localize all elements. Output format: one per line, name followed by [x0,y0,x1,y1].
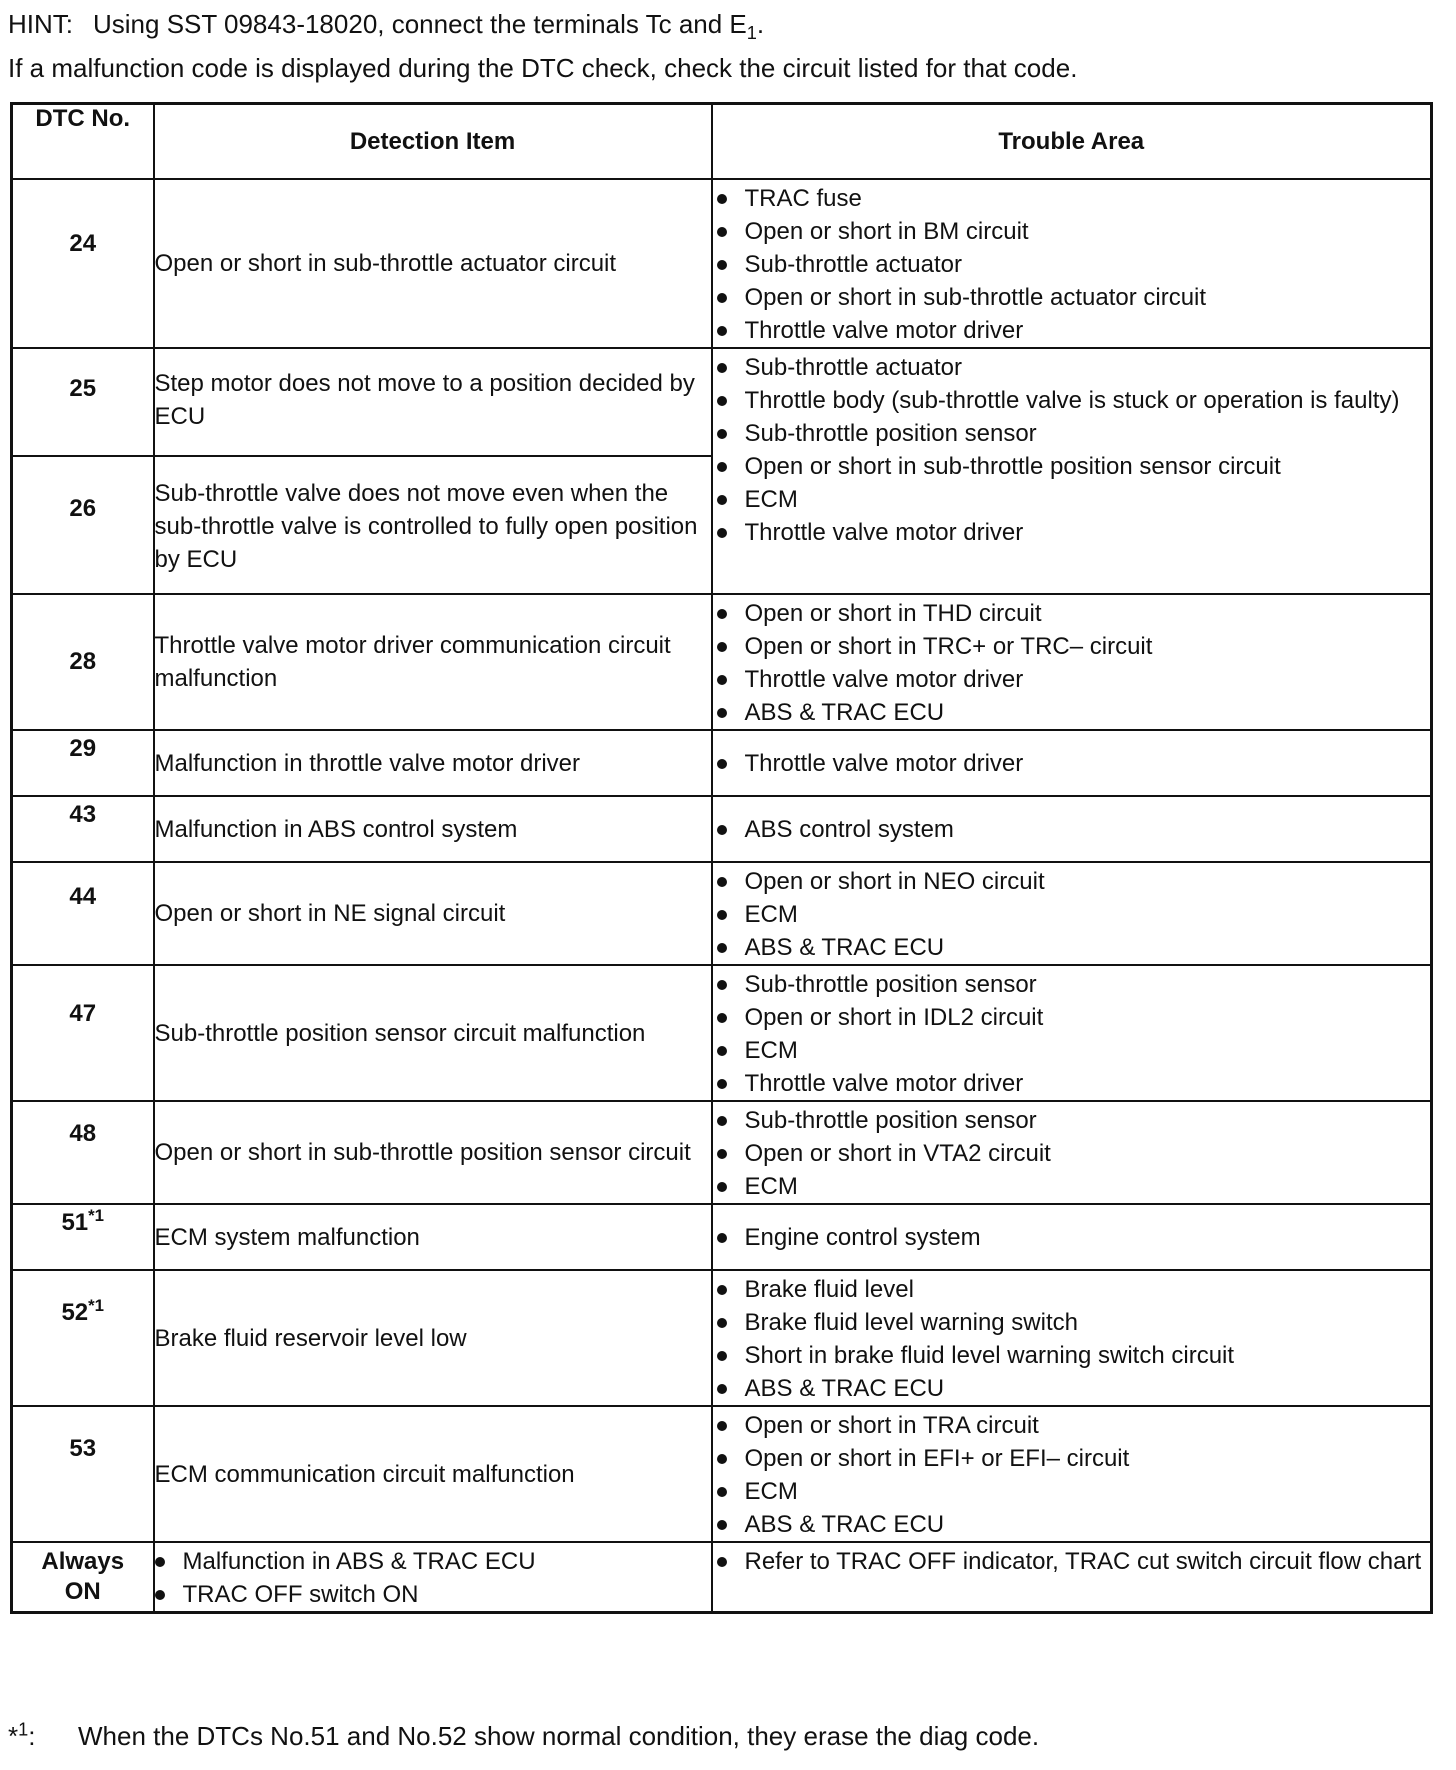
trouble-item: Throttle valve motor driver [713,314,1431,347]
trouble-item: ABS & TRAC ECU [713,696,1431,729]
trouble-item: ECM [713,898,1431,931]
trouble-item: Open or short in TRA circuit [713,1409,1431,1442]
trouble-item: ECM [713,1170,1431,1203]
detection-item [154,1542,712,1613]
trouble-item: Open or short in EFI+ or EFI– circuit [713,1442,1431,1475]
dtc-number: 43 [12,796,154,862]
trouble-item: Throttle valve motor driver [713,516,1431,549]
trouble-area [712,179,1432,348]
table-row [12,796,1432,862]
trouble-item: Brake fluid level [713,1273,1431,1306]
detection-item: Step motor does not move to a position decided by ECU [154,348,712,456]
trouble-item: ABS & TRAC ECU [713,931,1431,964]
trouble-area [712,594,1432,730]
detection-item: Throttle valve motor driver communication circuit malfunction [154,594,712,730]
dtc-number: 24 [12,179,154,348]
trouble-item: ECM [713,1475,1431,1508]
footnote-ref: *1 [88,1296,105,1315]
dtc-number: 26 [12,456,154,594]
trouble-area [712,965,1432,1101]
trouble-item: Engine control system [713,1221,1431,1254]
trouble-item: TRAC fuse [713,182,1431,215]
table-header-row [12,104,1432,180]
trouble-item: Open or short in IDL2 circuit [713,1001,1431,1034]
footnote-text: When the DTCs No.51 and No.52 show normal condition, they erase the diag code. [78,1721,1040,1751]
detection-item: Open or short in NE signal circuit [154,862,712,965]
dtc-number: 47 [12,965,154,1101]
hint-line: HINT: Using SST 09843-18020, connect the terminals Tc and $E_1$. [8,9,765,44]
header-trouble-area: Trouble Area [712,104,1432,180]
trouble-item: Open or short in sub-throttle position sensor circuit [713,450,1431,483]
trouble-item: Sub-throttle actuator [713,248,1431,281]
dtc-number: Always ON [12,1542,154,1613]
detection-item: ECM communication circuit malfunction [154,1406,712,1542]
hint-subscript: 1 [746,23,757,44]
trouble-area [712,1406,1432,1542]
trouble-item: ABS & TRAC ECU [713,1372,1431,1405]
table-row [12,594,1432,730]
trouble-area [712,1204,1432,1270]
detection-bullet: Malfunction in ABS & TRAC ECU [151,1545,711,1578]
dtc-number: 28 [12,594,154,730]
trouble-area [712,862,1432,965]
hint-label: HINT: [8,9,73,39]
dtc-number: 53 [12,1406,154,1542]
detection-item: Sub-throttle valve does not move even when the sub-throttle valve is controlled to fully open position by ECU [154,456,712,594]
trouble-item: Open or short in THD circuit [713,597,1431,630]
trouble-item: Throttle valve motor driver [713,663,1431,696]
detection-item: Open or short in sub-throttle position sensor circuit [154,1101,712,1204]
trouble-item: Sub-throttle position sensor [713,417,1431,450]
table-row [12,1406,1432,1542]
trouble-item: Throttle valve motor driver [713,747,1431,780]
table-row [12,348,1432,456]
detection-bullet: TRAC OFF switch ON [151,1578,711,1611]
detection-item: Malfunction in ABS control system [154,796,712,862]
table-row [12,1542,1432,1613]
dtc-table [10,102,1433,1614]
footnote-ref: *1 [88,1206,105,1225]
trouble-area [712,796,1432,862]
trouble-item: ECM [713,483,1431,516]
dtc-number: 44 [12,862,154,965]
trouble-item: Open or short in NEO circuit [713,865,1431,898]
hint-text: Using SST 09843-18020, connect the terminals Tc and E [93,9,747,39]
table-row [12,1101,1432,1204]
trouble-item: Sub-throttle position sensor [713,1104,1431,1137]
trouble-item: Refer to TRAC OFF indicator, TRAC cut switch circuit flow chart [713,1545,1431,1578]
table-row [12,179,1432,348]
footnote-mark: *$^1$: [8,1719,36,1751]
trouble-area [712,730,1432,796]
trouble-item: Throttle valve motor driver [713,1067,1431,1100]
trouble-item: Sub-throttle actuator [713,351,1431,384]
dtc-number: 51$^{*1}$ [12,1204,154,1270]
table-row [12,730,1432,796]
trouble-item: Sub-throttle position sensor [713,968,1431,1001]
detection-item: Sub-throttle position sensor circuit malfunction [154,965,712,1101]
trouble-item: Open or short in TRC+ or TRC– circuit [713,630,1431,663]
table-row [12,965,1432,1101]
trouble-item: Throttle body (sub-throttle valve is stuck or operation is faulty) [713,384,1431,417]
intro-text [8,2,1077,90]
dtc-number: 52$^{*1}$ [12,1270,154,1406]
header-dtc-no: DTC No. [12,104,154,180]
trouble-item: ABS & TRAC ECU [713,1508,1431,1541]
detection-item: Brake fluid reservoir level low [154,1270,712,1406]
dtc-number: 25 [12,348,154,456]
dtc-number: 48 [12,1101,154,1204]
trouble-area [712,1101,1432,1204]
trouble-item: Short in brake fluid level warning switch circuit [713,1339,1431,1372]
detection-item: ECM system malfunction [154,1204,712,1270]
trouble-area [712,1542,1432,1613]
dtc-number: 29 [12,730,154,796]
trouble-item: ECM [713,1034,1431,1067]
trouble-item: Open or short in BM circuit [713,215,1431,248]
table-row [12,1204,1432,1270]
trouble-item: Brake fluid level warning switch [713,1306,1431,1339]
trouble-area [712,348,1432,594]
footnote [8,1716,1039,1756]
trouble-area [712,1270,1432,1406]
detection-item: Malfunction in throttle valve motor driver [154,730,712,796]
trouble-item: Open or short in sub-throttle actuator circuit [713,281,1431,314]
trouble-item: ABS control system [713,813,1431,846]
detection-item: Open or short in sub-throttle actuator circuit [154,179,712,348]
intro-line: If a malfunction code is displayed during the DTC check, check the circuit listed for that code. [8,53,1078,83]
table-row [12,862,1432,965]
header-detection-item: Detection Item [154,104,712,180]
table-row [12,1270,1432,1406]
trouble-item: Open or short in VTA2 circuit [713,1137,1431,1170]
